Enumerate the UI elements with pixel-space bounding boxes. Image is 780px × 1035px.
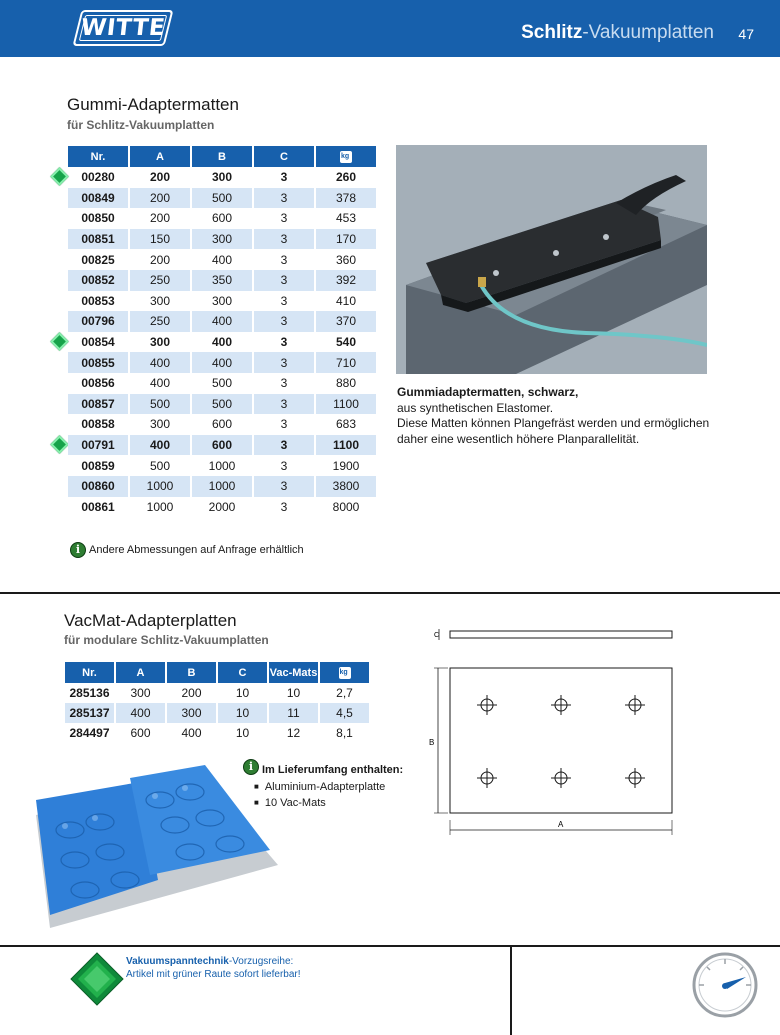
cell-value: 392	[316, 270, 376, 291]
table-row	[68, 229, 376, 250]
cell-value: 3	[280, 499, 288, 514]
page-number: 47	[738, 26, 754, 42]
cell-value: 500	[130, 394, 190, 415]
scope-item: ■ Aluminium-Adapterplatte	[254, 779, 385, 795]
cell-value: 1000	[192, 476, 252, 497]
table-row	[68, 414, 376, 435]
cell-value: 3	[280, 211, 288, 226]
cell-value: 400	[181, 726, 202, 740]
section1-subtitle: für Schlitz-Vakuumplatten	[67, 118, 215, 132]
cell-value: 3	[280, 417, 288, 432]
cell-value: 3	[280, 170, 288, 185]
cell-value: 1100	[316, 394, 376, 415]
gummi-table	[66, 146, 378, 517]
table-row	[68, 455, 376, 476]
cell-value: 1000	[208, 458, 236, 473]
info-note: Andere Abmessungen auf Anfrage erhältlich	[89, 544, 304, 556]
cell-nr: 284497	[69, 726, 110, 740]
cell-value: 370	[316, 311, 376, 332]
cell-value: 410	[335, 293, 357, 308]
cell-value: 400	[130, 352, 190, 373]
cell-value: 453	[335, 211, 357, 226]
weight-icon	[339, 667, 351, 679]
col-weight	[320, 662, 369, 683]
cell-value: 1100	[316, 435, 376, 456]
cell-value: 11	[269, 703, 318, 723]
cell-value: 500	[211, 376, 233, 391]
cell-value: 683	[335, 417, 357, 432]
table-row	[68, 291, 376, 312]
cell-nr: 00857	[68, 394, 128, 415]
cell-value: 3	[280, 252, 288, 267]
cell-value: 400	[130, 435, 190, 456]
cell-value: 10	[218, 703, 267, 723]
cell-value: 3800	[316, 476, 376, 497]
weight-icon	[340, 151, 352, 163]
footer-bold: Vakuumspanntechnik	[126, 956, 229, 967]
cell-nr: 00849	[68, 188, 128, 209]
cell-value: 300	[130, 686, 151, 700]
section1-title: Gummi-Adaptermatten	[67, 95, 239, 114]
section2-subtitle: für modulare Schlitz-Vakuumplatten	[64, 633, 269, 647]
table-row	[68, 167, 376, 188]
table-row	[68, 352, 376, 373]
cell-value: 540	[335, 335, 357, 350]
cell-value: 3	[254, 188, 314, 209]
table-row	[68, 249, 376, 270]
cell-value: 200	[149, 211, 171, 226]
cell-nr: 00791	[68, 435, 128, 456]
cell-value: 300	[211, 293, 233, 308]
cell-value: 250	[130, 311, 190, 332]
cell-value: 260	[335, 170, 357, 185]
cell-value: 3	[280, 335, 288, 350]
col-b: B	[192, 146, 252, 167]
footer-divider	[0, 945, 780, 947]
cell-nr: 00855	[68, 352, 128, 373]
table-row	[68, 497, 376, 518]
cell-value: 10	[235, 726, 250, 740]
cell-value: 400	[211, 335, 233, 350]
table-row	[68, 373, 376, 394]
cell-nr: 00825	[81, 252, 115, 267]
cell-value: 3	[254, 270, 314, 291]
cell-value: 4,5	[320, 703, 369, 723]
col-nr: Nr.	[65, 662, 114, 683]
table-row	[68, 311, 376, 332]
cell-value: 8,1	[336, 726, 353, 740]
cell-value: 350	[192, 270, 252, 291]
table-row	[65, 723, 369, 743]
cell-nr: 00280	[81, 170, 115, 185]
logo-text: WITTE	[79, 15, 167, 41]
vacuum-gauge-icon	[690, 950, 760, 1020]
cell-value: 3	[280, 293, 288, 308]
cell-value: 600	[130, 726, 151, 740]
footer-vertical-divider	[510, 947, 512, 1035]
table-row	[68, 270, 376, 291]
technical-drawing	[420, 615, 690, 835]
caption-line: aus synthetischen Elastomer.	[397, 400, 554, 415]
col-c: C	[218, 662, 267, 683]
cell-value: 300	[192, 229, 252, 250]
cell-value: 200	[130, 188, 190, 209]
page-header	[0, 0, 780, 57]
cell-nr: 00853	[81, 293, 115, 308]
cell-nr: 00850	[81, 211, 115, 226]
cell-value: 3	[254, 476, 314, 497]
cell-value: 300	[149, 335, 171, 350]
cell-value: 170	[316, 229, 376, 250]
cell-value: 3	[254, 352, 314, 373]
cell-value: 12	[286, 726, 301, 740]
scope-list	[254, 779, 385, 811]
label-b: B	[429, 738, 435, 747]
cell-value: 250	[130, 270, 190, 291]
info-icon: i	[243, 759, 259, 775]
cell-nr: 00796	[68, 311, 128, 332]
col-b: B	[167, 662, 216, 683]
section2-title: VacMat-Adapterplatten	[64, 611, 237, 630]
cell-nr: 00861	[81, 499, 115, 514]
cell-value: 10	[286, 686, 301, 700]
cell-nr: 00856	[81, 376, 115, 391]
mat-description	[397, 385, 717, 447]
table-row	[68, 208, 376, 229]
cell-value: 3	[254, 311, 314, 332]
cell-value: 400	[192, 311, 252, 332]
vacmat-table	[63, 662, 371, 743]
footer-note	[126, 955, 301, 981]
header-title	[521, 22, 714, 44]
table-row	[68, 188, 376, 209]
table-row	[65, 683, 369, 703]
cell-nr: 00859	[81, 458, 115, 473]
rubber-mat-photo	[396, 145, 707, 374]
header-title-light: -Vakuumplatten	[582, 22, 714, 43]
green-diamond-icon	[70, 952, 124, 1006]
cell-value: 300	[149, 293, 171, 308]
cell-value: 400	[192, 352, 252, 373]
col-a: A	[130, 146, 190, 167]
cell-value: 500	[192, 394, 252, 415]
cell-nr: 285137	[65, 703, 114, 723]
cell-value: 300	[149, 417, 171, 432]
cell-value: 1900	[332, 458, 360, 473]
cell-value: 360	[335, 252, 357, 267]
vacmat-photo	[30, 760, 280, 930]
cell-value: 880	[335, 376, 357, 391]
cell-value: 1000	[146, 499, 174, 514]
cell-value: 400	[116, 703, 165, 723]
cell-value: 300	[167, 703, 216, 723]
col-weight	[316, 146, 376, 167]
cell-value: 600	[192, 435, 252, 456]
cell-value: 8000	[332, 499, 360, 514]
cell-value: 10	[235, 686, 250, 700]
cell-value: 600	[211, 211, 233, 226]
cell-value: 500	[192, 188, 252, 209]
table-row	[68, 332, 376, 353]
scope-item: ■ 10 Vac-Mats	[254, 795, 385, 811]
table-row	[68, 394, 376, 415]
section-divider	[0, 592, 780, 594]
cell-value: 400	[211, 252, 233, 267]
cell-value: 3	[280, 376, 288, 391]
cell-value: 600	[211, 417, 233, 432]
table-row	[68, 435, 376, 456]
cell-value: 3	[254, 394, 314, 415]
witte-logo	[73, 10, 174, 46]
cell-value: 3	[254, 435, 314, 456]
cell-nr: 00860	[68, 476, 128, 497]
col-vac-mats: Vac-Mats	[269, 662, 318, 683]
col-nr: Nr.	[68, 146, 128, 167]
cell-value: 3	[280, 458, 288, 473]
cell-value: 378	[316, 188, 376, 209]
cell-nr: 00852	[68, 270, 128, 291]
label-c: C	[434, 632, 440, 639]
footer-line2: Artikel mit grüner Raute sofort lieferbar!	[126, 969, 301, 980]
cell-value: 500	[149, 458, 171, 473]
cell-value: 200	[149, 170, 171, 185]
cell-value: 200	[181, 686, 202, 700]
col-c: C	[254, 146, 314, 167]
cell-value: 400	[149, 376, 171, 391]
cell-value: 1000	[130, 476, 190, 497]
scope-title: Im Lieferumfang enthalten:	[262, 764, 404, 776]
caption-bold: Gummiadaptermatten, schwarz,	[397, 385, 579, 399]
caption-line: Diese Matten können Plangefräst werden und ermöglichen	[397, 416, 710, 430]
cell-value: 2000	[208, 499, 236, 514]
cell-value: 2,7	[336, 686, 353, 700]
cell-value: 300	[211, 170, 233, 185]
table-row	[68, 476, 376, 497]
info-icon: i	[70, 542, 86, 558]
cell-value: 710	[316, 352, 376, 373]
table-row	[65, 703, 369, 723]
footer-rest: -Vorzugsreihe:	[228, 956, 294, 967]
col-a: A	[116, 662, 165, 683]
cell-value: 200	[149, 252, 171, 267]
header-title-bold: Schlitz	[521, 22, 583, 43]
cell-nr: 00858	[81, 417, 115, 432]
caption-line: daher eine wesentlich höhere Planparallelität.	[397, 431, 640, 446]
cell-nr: 00854	[81, 335, 115, 350]
label-a: A	[558, 820, 564, 829]
cell-value: 3	[254, 229, 314, 250]
cell-value: 150	[130, 229, 190, 250]
cell-nr: 285136	[69, 686, 110, 700]
cell-nr: 00851	[68, 229, 128, 250]
